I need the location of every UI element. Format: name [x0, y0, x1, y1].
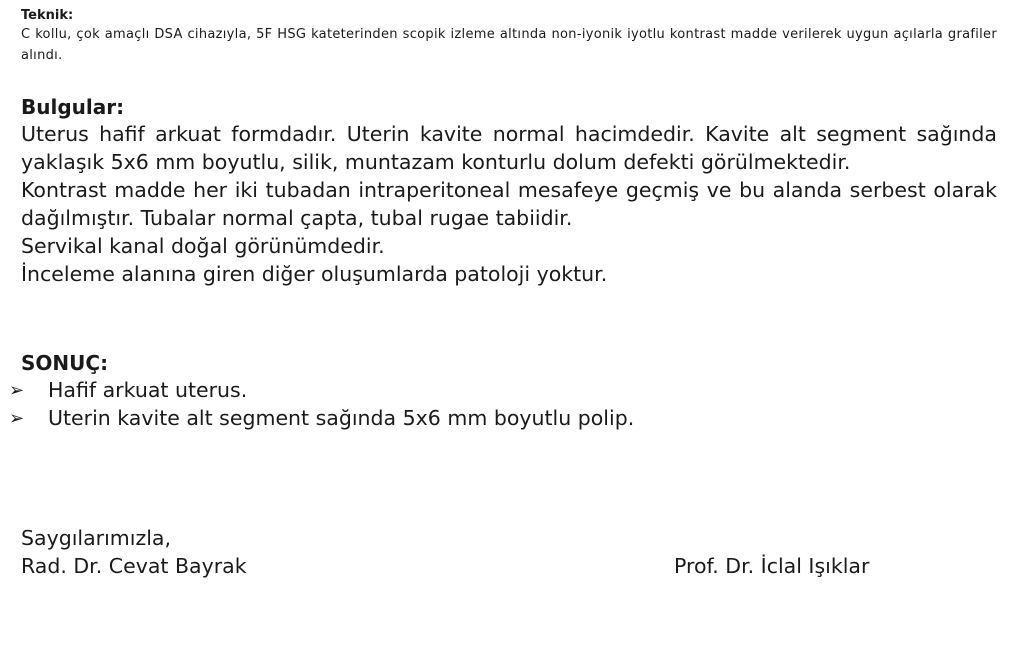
sonuc-heading: SONUÇ: [21, 351, 109, 375]
signature-closing: Saygılarımızla, [21, 526, 171, 550]
signature-left-name: Rad. Dr. Cevat Bayrak [21, 554, 247, 578]
sonuc-section [9, 350, 997, 432]
teknik-heading: Teknik: [21, 8, 74, 23]
bulgular-paragraph-1: Uterus hafif arkuat formdadır. Uterin kavite normal hacimdedir. Kavite alt segment sağında yaklaşık 5x6 mm boyutlu, silik, muntazam konturlu dolum defekti görülmektedir. [21, 122, 997, 174]
teknik-text: C kollu, çok amaçlı DSA cihazıyla, 5F HSG kateterinden scopik izleme altında non-iyonik iyotlu kontrast madde verilerek uygun açılarla grafiler alındı. [21, 27, 997, 63]
bulgular-paragraph-3: Servikal kanal doğal görünümdedir. [21, 234, 385, 258]
bulgular-paragraph-2: Kontrast madde her iki tubadan intraperitoneal mesafeye geçmiş ve bu alanda serbest olarak dağılmıştır. Tubalar normal çapta, tubal rugae tabiidir. [21, 178, 997, 230]
teknik-section [21, 8, 997, 66]
arrow-bullet-icon: ➢ [9, 380, 25, 401]
bulgular-paragraph-4: İnceleme alanına giren diğer oluşumlarda patoloji yoktur. [21, 262, 608, 286]
sonuc-list [9, 376, 997, 432]
arrow-bullet-icon: ➢ [9, 408, 25, 429]
bulgular-section [21, 94, 997, 288]
sonuc-item-text: Hafif arkuat uterus. [48, 378, 248, 402]
signature-section [21, 524, 997, 584]
sonuc-item [9, 376, 997, 404]
sonuc-item [9, 404, 997, 432]
sonuc-item-text: Uterin kavite alt segment sağında 5x6 mm boyutlu polip. [48, 406, 635, 430]
bulgular-heading: Bulgular: [21, 95, 125, 119]
signature-right-name: Prof. Dr. İclal Işıklar [674, 554, 870, 578]
